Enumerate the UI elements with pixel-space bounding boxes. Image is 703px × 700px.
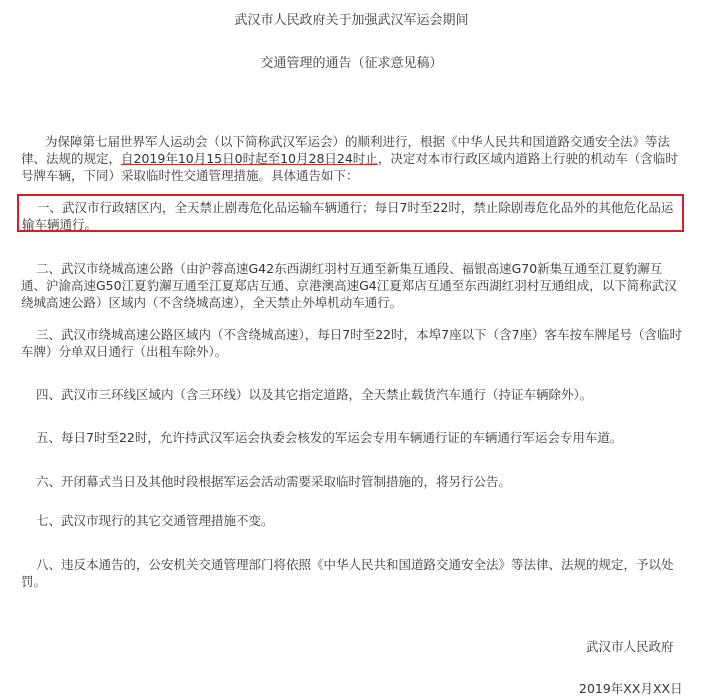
signer: 武汉市人民政府 bbox=[586, 639, 674, 654]
notice-item-7: 七、武汉市现行的其它交通管理措施不变。 bbox=[36, 513, 274, 528]
intro-text-after: ，决定对本市行政区域内道路上行驶的机动车（含临时号牌车辆，下同）采取临时性交通管理措施。具体通告如下： bbox=[21, 151, 678, 183]
notice-item-1: 一、武汉市行政辖区内，全天禁止剧毒危化品运输车辆通行；每日7时至22时，禁止除剧毒危化品外的其他危化品运输车辆通行。 bbox=[22, 200, 674, 232]
intro-text-before: 为保障第七届世界军人运动会（以下简称武汉军运会）的顺利进行，根据《中华人民共和国道路交通安全法》等法律、法规的规定， bbox=[21, 134, 671, 166]
notice-item-5: 五、每日7时至22时，允许持武汉军运会执委会核发的军运会专用车辆通行证的车辆通行军运会专用车道。 bbox=[36, 430, 623, 445]
intro-date-range: 自2019年10月15日0时起至10月28日24时止 bbox=[121, 151, 378, 166]
signature-date: 2019年XX月XX日 bbox=[579, 681, 683, 696]
notice-item-8: 八、违反本通告的，公安机关交通管理部门将依照《中华人民共和国道路交通安全法》等法律、法规的规定，予以处罚。 bbox=[21, 557, 674, 589]
notice-item-6: 六、开闭幕式当日及其他时段根据军运会活动需要采取临时管制措施的，将另行公告。 bbox=[36, 474, 512, 489]
document-title-line2: 交通管理的通告（征求意见稿） bbox=[260, 56, 443, 71]
document-title-line1: 武汉市人民政府关于加强武汉军运会期间 bbox=[234, 13, 469, 28]
notice-item-4: 四、武汉市三环线区域内（含三环线）以及其它指定道路，全天禁止载货汽车通行（持证车辆除外）。 bbox=[36, 387, 593, 402]
intro-paragraph bbox=[21, 133, 683, 184]
notice-item-2: 二、武汉市绕城高速公路（由沪蓉高速G42东西湖红羽村互通至新集互通段、福银高速G70新集互通至江夏豹澥互通、沪渝高速G50江夏豹澥互通至江夏郑店互通、京港澳高速G4江夏郑店互通至东西湖红羽村互通组成，以下简称武汉绕城高速公路）区域内（不含绕城高速），全天禁止外埠机动车通行。 bbox=[21, 261, 677, 310]
notice-item-3: 三、武汉市绕城高速公路区域内（不含绕城高速），每日7时至22时，本埠7座以下（含7座）客车按车牌尾号（含临时车牌）分单双日通行（出租车除外）。 bbox=[21, 327, 683, 359]
